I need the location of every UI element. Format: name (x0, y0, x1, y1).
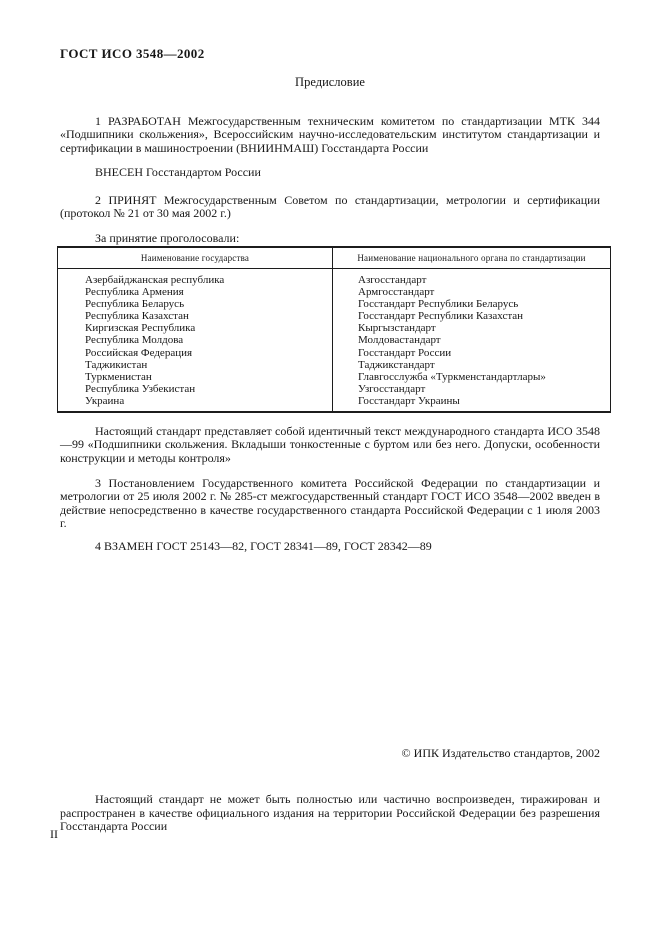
paragraph-accepted-by: 2 ПРИНЯТ Межгосударственным Советом по стандартизации, метрологии и сертификации (протокол № 21 от 30 мая 2002 г.) (60, 193, 600, 221)
paragraph-submitted-by: ВНЕСЕН Госстандартом России (95, 165, 261, 179)
state-cell: Республика Казахстан (58, 310, 333, 322)
body-cell: Молдовастандарт (333, 334, 611, 346)
table-row (58, 322, 611, 334)
column-header-standards-body: Наименование национального органа по стандартизации (333, 247, 611, 269)
document-code-header: ГОСТ ИСО 3548—2002 (60, 46, 205, 61)
copyright-line: © ИПК Издательство стандартов, 2002 (401, 746, 600, 760)
table-row (58, 334, 611, 346)
table-row (58, 298, 611, 310)
state-cell: Украина (58, 395, 333, 412)
reproduction-restriction-paragraph: Настоящий стандарт не может быть полностью или частично воспроизведен, тиражирован и распространен в качестве официального издания на территории Российской Федерации без разрешения Госстандарта России (60, 792, 600, 834)
table-row (58, 310, 611, 322)
table-row (58, 383, 611, 395)
state-cell: Республика Беларусь (58, 298, 333, 310)
body-cell: Кыргызстандарт (333, 322, 611, 334)
paragraph-identity-statement: Настоящий стандарт представляет собой идентичный текст международного стандарта ИСО 3548—99 «Подшипники скольжения. Вкладыши тонкостенные с буртом или без него. Допуски, особенности конструкции и методы контроля» (60, 424, 600, 465)
body-cell: Главгосслужба «Туркменстандартлары» (333, 371, 611, 383)
state-cell: Республика Узбекистан (58, 383, 333, 395)
body-cell: Азгосстандарт (333, 269, 611, 287)
body-cell: Таджикстандарт (333, 359, 611, 371)
paragraph-replaces: 4 ВЗАМЕН ГОСТ 25143—82, ГОСТ 28341—89, ГОСТ 28342—89 (95, 539, 432, 553)
state-cell: Таджикистан (58, 359, 333, 371)
paragraph-developed-by: 1 РАЗРАБОТАН Межгосударственным техническим комитетом по стандартизации МТК 344 «Подшипники скольжения», Всероссийским научно-исследовательским институтом стандартизации и сертификации в машиностроении (ВНИИНМАШ) Госстандарта России (60, 114, 600, 155)
body-cell: Армгосстандарт (333, 286, 611, 298)
state-cell: Республика Армения (58, 286, 333, 298)
table-row (58, 286, 611, 298)
state-cell: Киргизская Республика (58, 322, 333, 334)
table-row (58, 395, 611, 412)
body-cell: Госстандарт Республики Казахстан (333, 310, 611, 322)
table-row (58, 371, 611, 383)
column-header-state: Наименование государства (58, 247, 333, 269)
voting-states-table (57, 246, 611, 413)
table-row (58, 269, 611, 287)
state-cell: Российская Федерация (58, 347, 333, 359)
state-cell: Республика Молдова (58, 334, 333, 346)
table-header-row (58, 247, 611, 269)
paragraph-decree: 3 Постановлением Государственного комитета Российской Федерации по стандартизации и метрологии от 25 июля 2002 г. № 285-ст межгосударственный стандарт ГОСТ ИСО 3548—2002 введен в действие непосредственно в качестве государственного стандарта Российской Федерации с 1 июля 2003 г. (60, 476, 600, 531)
state-cell: Туркменистан (58, 371, 333, 383)
table-row (58, 347, 611, 359)
body-cell: Госстандарт Республики Беларусь (333, 298, 611, 310)
state-cell: Азербайджанская республика (58, 269, 333, 287)
vote-intro-line: За принятие проголосовали: (95, 231, 240, 245)
body-cell: Узгосстандарт (333, 383, 611, 395)
body-cell: Госстандарт России (333, 347, 611, 359)
page-number: II (50, 827, 58, 841)
preface-title: Предисловие (295, 75, 365, 89)
body-cell: Госстандарт Украины (333, 395, 611, 412)
table-row (58, 359, 611, 371)
